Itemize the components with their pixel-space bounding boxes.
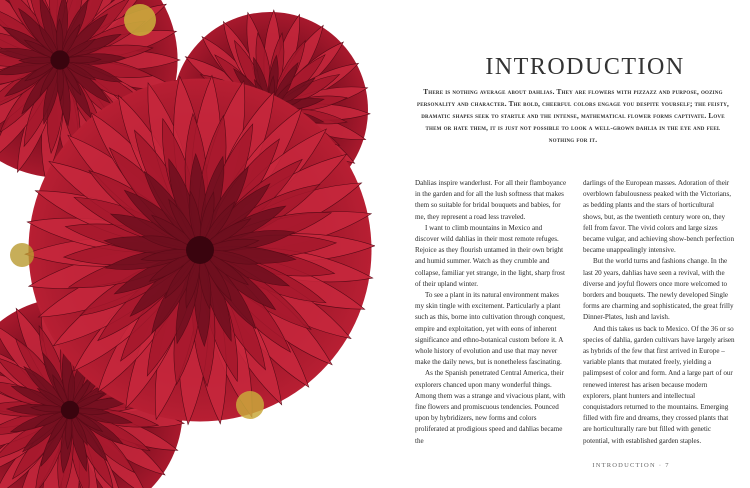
- running-head: INTRODUCTION: [592, 462, 656, 469]
- paragraph: But the world turns and fashions change. In the last 20 years, dahlias have seen a revival, with the diverse and joyful flowers once more welcomed to borders and bouquets. The newly developed Single forms are charming and sophisticated, the great frilly Dinner-Plates, lush and lavish.: [583, 257, 734, 322]
- paragraph: Dahlias inspire wanderlust. For all their flamboyance in the garden and for all the lush softness that makes them so suitable for bridal bouquets and babies, for me, they represent a road less traveled.: [415, 179, 567, 221]
- dahlia-center: [186, 236, 214, 264]
- intro-paragraph: There is nothing average about dahlias. They are flowers with pizzazz and purpose, oozing personality and character. The bold, cheerful colors engage you despite yourself; the feisty, dramatic shapes seek to startle and the intense, mathematical flower forms captivate. Love them or hate them, it is just not possible to look a well-grown dahlia in the eye and feel nothing for it.: [416, 88, 730, 144]
- paragraph: I want to climb mountains in Mexico and discover wild dahlias in their most remote refuges. Rejoice as they flourish untamed in their own bright and humid summer. Watch as they crumble and collapse, familiar yet strange, in the light, sharp frost of their upland winter.: [415, 223, 565, 288]
- text-page: [375, 0, 750, 488]
- body-column-right: [583, 178, 735, 447]
- body-columns: [415, 178, 735, 447]
- footer-separator: ·: [658, 462, 663, 469]
- bud-top: [124, 4, 156, 36]
- paragraph: And this takes us back to Mexico. Of the 36 or so species of dahlia, garden cultivars have largely arisen as hybrids of the few that first arrived in Europe – variable plants that mutated freely, yielding a palimpsest of color and form. And a large part of our renewed interest has arisen because modern explorers, plant hunters and intellectual conquistadors returned to the mountains. Emerging filled with fire and dreams, they crossed plants that are horticulturally rare but filled with genetic potential, with established garden staples.: [583, 324, 735, 445]
- dahlia-center: [50, 50, 69, 69]
- paragraph: To see a plant in its natural environment makes my skin tingle with excitement. Particularly a plant such as this, borne into cultivation through conquest, empire and exploitation, yet with eons of inherent significance and ethno-botanical custom before it. A whole history of evolution and use that may never make the daily news, but is nonetheless fascinating.: [415, 291, 565, 367]
- bud-bottom: [236, 391, 264, 419]
- bud-left: [10, 243, 34, 267]
- paragraph: As the Spanish penetrated Central America, their explorers chanced upon many wonderful things. Among them was a strange and vivacious plant, with fine flowers and promiscuous tendencies. Pounced upon by hybridizers, new forms and colors proliferated at prodigious speed and dahlias became the: [415, 369, 566, 445]
- body-column-left: [415, 178, 567, 447]
- chapter-title: INTRODUCTION: [485, 54, 685, 81]
- paragraph: darlings of the European masses. Adoration of their overblown fabulousness peaked with the Victorians, as bedding plants and the stars of horticultural shows, but, as the twentieth century wore on, they fell from favor. The vivid colors and large sizes became vulgar, and achieving show-bench perfection became unappealingly intensive.: [583, 179, 734, 255]
- page-footer: [531, 462, 731, 469]
- page-number: 7: [665, 462, 670, 469]
- dahlia-center: [61, 401, 79, 419]
